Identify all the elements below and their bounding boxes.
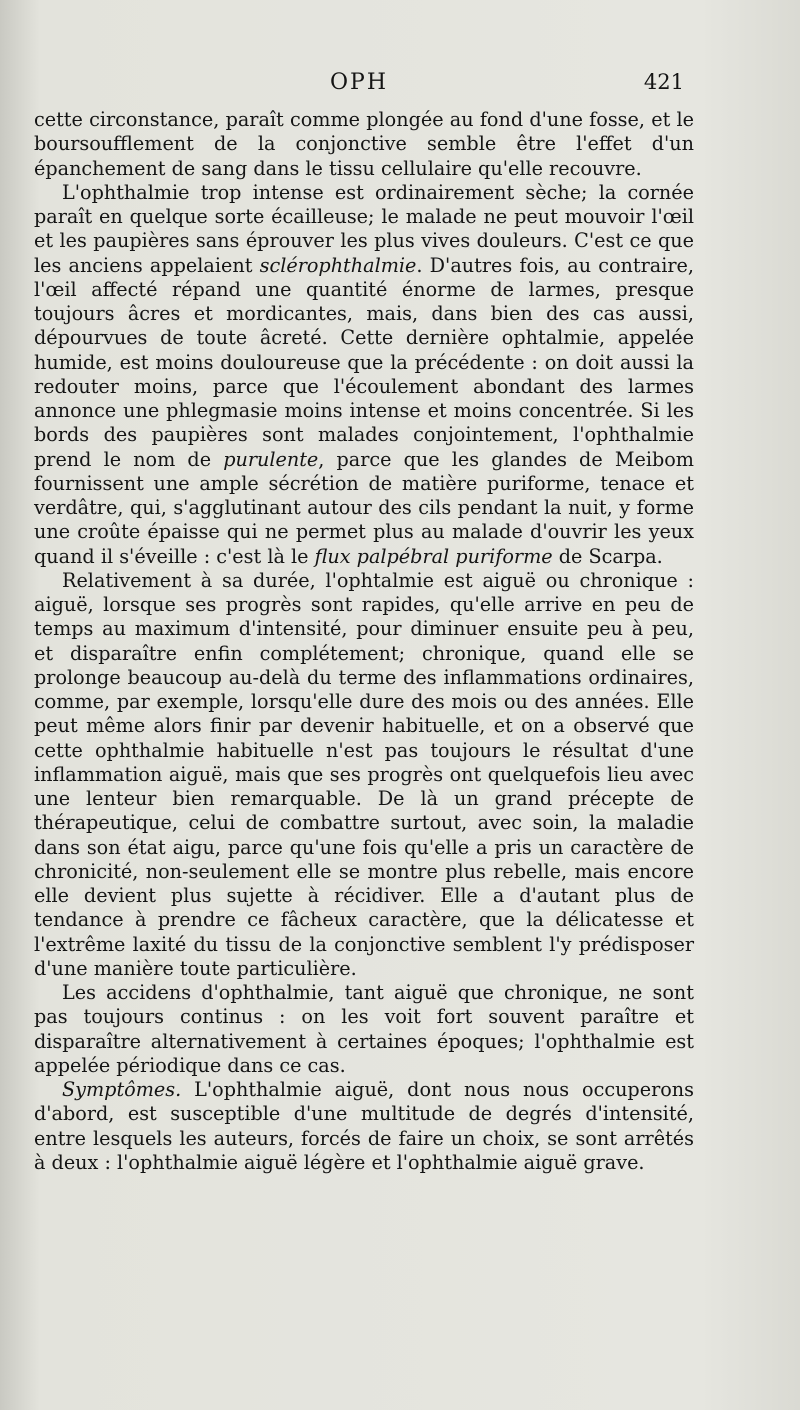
body-text	[34, 108, 694, 1175]
italic-term: purulente	[223, 447, 319, 471]
italic-term: flux palpébral puriforme	[314, 544, 553, 568]
text-run: L'ophthalmie aiguë, dont nous nous occuperons d'abord, est susceptible d'une multitude de degrés d'intensité, entre lesquels les auteurs, forcés de faire un choix, se sont arrêtés à deux : l'ophthalmie aiguë légère et l'ophthalmie aiguë grave.	[34, 1078, 694, 1174]
paragraph	[34, 108, 694, 181]
paragraph	[34, 981, 694, 1078]
paragraph	[34, 1078, 694, 1175]
paragraph	[34, 569, 694, 981]
text-run: Relativement à sa durée, l'ophtalmie est aiguë ou chronique : aiguë, lorsque ses progrès sont rapides, qu'elle arrive en peu de temps au maximum d'intensité, pour diminuer ensuite peu à peu, et disparaître enfin complétement; chronique, quand elle se prolonge beaucoup au-delà du terme des inflammations ordinaires, comme, par exemple, lorsqu'elle dure des mois ou des années. Elle peut même alors finir par devenir habituelle, et on a observé que cette ophthalmie habituelle n'est pas toujours le résultat d'une inflammation aiguë, mais que ses progrès ont quelquefois lieu avec une lenteur bien remarquable. De là un grand précepte de thérapeutique, celui de combattre surtout, avec soin, la maladie dans son état aigu, parce qu'une fois qu'elle a pris un caractère de chronicité, non-seulement elle se montre plus rebelle, mais encore elle devient plus sujette à récidiver. Elle a d'autant plus de tendance à prendre ce fâcheux caractère, que la délicatesse et l'extrême laxité du tissu de la conjonctive semblent l'y prédisposer d'une manière toute particulière.	[34, 568, 694, 980]
text-run: Les accidens d'ophthalmie, tant aiguë que chronique, ne sont pas toujours continus : on les voit fort souvent paraître et disparaître alternativement à certaines époques; l'ophthalmie est appelée périodique dans ce cas.	[34, 981, 694, 1077]
text-run: . D'autres fois, au contraire, l'œil affecté répand une quantité énorme de larmes, presque toujours âcres et mordicantes, mais, dans bien des cas aussi, dépourvues de toute âcreté. Cette dernière ophtalmie, appelée humide, est moins douloureuse que la précédente : on doit aussi la redouter moins, parce que l'écoulement abondant des larmes annonce une phlegmasie moins intense et moins concentrée. Si les bords des paupières sont malades conjointement, l'ophthalmie prend le nom de	[34, 253, 695, 471]
section-heading: Symptômes.	[62, 1078, 182, 1101]
page-number: 421	[643, 70, 684, 94]
paragraph	[34, 181, 694, 569]
italic-term: sclérophthalmie	[259, 253, 417, 277]
text-run: de Scarpa.	[552, 544, 663, 568]
text-run: L'ophthalmie trop intense est ordinairement sèche; la cornée paraît en quelque sorte écailleuse; le malade ne peut mouvoir l'œil et les paupières sans éprouver les plus vives douleurs. C'est ce que les anciens appelaient	[34, 180, 694, 277]
page-header	[34, 70, 684, 100]
running-head: OPH	[329, 70, 389, 95]
text-run: , parce que les glandes de Meibom fournissent une ample sécrétion de matière puriforme, tenace et verdâtre, qui, s'agglutinant autour des cils pendant la nuit, y forme une croûte épaisse qui ne permet plus au malade d'ouvrir les yeux quand il s'éveille : c'est là le	[34, 447, 694, 568]
text-run: cette circonstance, paraît comme plongée au fond d'une fosse, et le boursoufflement de la conjonctive semble être l'effet d'un épanchement de sang dans le tissu cellulaire qu'elle recouvre.	[34, 108, 694, 180]
